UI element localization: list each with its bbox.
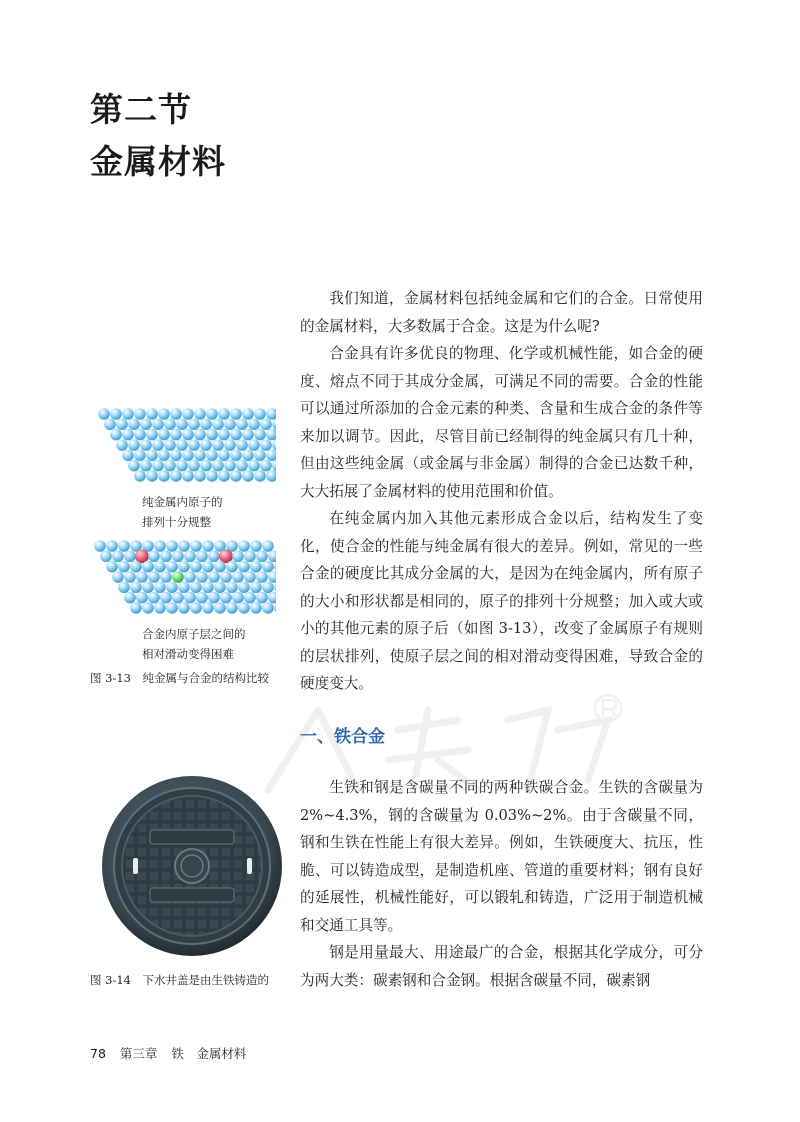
atom-blue (176, 460, 188, 472)
atom-blue (224, 419, 236, 431)
figure-3-13-caption: 图 3-13 纯金属与合金的结构比较 (90, 671, 269, 685)
atom-blue (244, 551, 256, 563)
atom-blue (266, 450, 276, 462)
atom-blue (206, 408, 218, 420)
atom-blue (100, 551, 112, 563)
atom-blue (212, 460, 224, 472)
atom-blue (254, 450, 266, 462)
atom-blue (104, 419, 116, 431)
atom-blue (238, 582, 250, 594)
atom-blue (218, 470, 230, 482)
atom-blue (128, 460, 140, 472)
atom-blue (230, 450, 242, 462)
atom-blue (166, 540, 178, 552)
atom-blue (272, 419, 276, 431)
atom-blue (202, 540, 214, 552)
atom-blue (196, 551, 208, 563)
atom-blue (170, 450, 182, 462)
atom-blue (166, 582, 178, 594)
atom-blue (134, 408, 146, 420)
atom-blue (250, 540, 262, 552)
footer-chapter: 第三章 (119, 1046, 158, 1061)
atom-blue (238, 540, 250, 552)
atom-blue (164, 419, 176, 431)
atom-blue (160, 571, 172, 583)
pure-metal-figure-label (142, 492, 262, 532)
atom-green (172, 571, 184, 583)
atom-blue (98, 408, 110, 420)
atom-blue (128, 419, 140, 431)
atom-blue (158, 470, 170, 482)
atom-blue (130, 602, 142, 614)
atom-blue (266, 408, 276, 420)
atom-blue (146, 429, 158, 441)
section-title: 金属材料 (90, 142, 226, 181)
atom-blue (106, 540, 118, 552)
atom-blue (134, 470, 146, 482)
paragraph: 生铁和钢是含碳量不同的两种铁碳合金。生铁的含碳量为 2%~4.3%，钢的含碳量为 0.03%~2%。由于含碳量不同，钢和生铁在性能上有很大差异。例如，生铁硬度大、抗压，性脆、可以铸造成型，是制造机座、管道的重要材料；钢有良好的延展性，机械性能好，可以锻轧和铸造，广泛用于制造机械和交通工具等。 (300, 779, 703, 934)
atom-blue (182, 450, 194, 462)
atom-blue (130, 561, 142, 573)
paragraph: 我们知道，金属材料包括纯金属和它们的合金。日常使用的金属材料，大多数属于合金。这是为什么呢? (300, 290, 703, 335)
atom-blue (248, 419, 260, 431)
alloy-lattice-figure (86, 538, 276, 618)
atom-blue (194, 429, 206, 441)
atom-blue (116, 439, 128, 451)
atom-blue (226, 561, 238, 573)
atom-blue (164, 460, 176, 472)
atom-blue (124, 571, 136, 583)
atom-blue (274, 582, 276, 594)
atom-blue (158, 429, 170, 441)
atom-blue (170, 470, 182, 482)
fig2-label-line2: 相对滑动变得困难 (142, 647, 234, 661)
atom-blue (262, 582, 274, 594)
atom-blue (242, 450, 254, 462)
atom-blue (230, 470, 242, 482)
atom-blue (110, 429, 122, 441)
atom-blue (178, 561, 190, 573)
atom-blue (206, 470, 218, 482)
atom-blue (260, 419, 272, 431)
figure-3-14-caption: 图 3-14 下水井盖是由生铁铸造的 (90, 973, 269, 987)
atom-blue (256, 592, 268, 604)
atom-blue (272, 460, 276, 472)
atom-blue (142, 602, 154, 614)
atom-blue (184, 571, 196, 583)
atom-blue (218, 429, 230, 441)
page-footer (90, 1044, 246, 1062)
atom-blue (170, 408, 182, 420)
atom-blue (140, 460, 152, 472)
paragraph: 钢是用量最大、用途最广的合金，根据其化学成分，可分为两大类：碳素钢和合金钢。根据含碳量不同，碳素钢 (300, 944, 703, 989)
atom-blue (160, 551, 172, 563)
paragraph: 合金具有许多优良的物理、化学或机械性能，如合金的硬度、熔点不同于其成分金属，可满足不同的需要。合金的性能可以通过所添加的合金元素的种类、含量和生成合金的条件等来加以调节。因此，尽管目前已经制得的纯金属只有几十种，但由这些纯金属（或金属与非金属）制得的合金已达数千种，大大拓展了金属材料的使用范围和价值。 (300, 345, 703, 500)
atom-blue (182, 408, 194, 420)
atom-blue (268, 571, 276, 583)
atom-blue (182, 429, 194, 441)
atom-blue (214, 582, 226, 594)
atom-blue (248, 460, 260, 472)
atom-blue (254, 470, 266, 482)
atom-blue (254, 429, 266, 441)
atom-blue (262, 602, 274, 614)
atom-blue (232, 571, 244, 583)
atom-blue (202, 582, 214, 594)
atom-blue (112, 571, 124, 583)
atom-blue (134, 450, 146, 462)
atom-blue (122, 429, 134, 441)
atom-blue (154, 540, 166, 552)
atom-blue (218, 408, 230, 420)
atom-blue (206, 429, 218, 441)
atom-blue (128, 439, 140, 451)
atom-blue (268, 551, 276, 563)
atom-blue (236, 460, 248, 472)
fig2-label-line1: 合金内原子层之间的 (142, 627, 246, 641)
atom-blue (194, 408, 206, 420)
section-number-title: 第二节 (90, 90, 192, 129)
atom-blue (256, 551, 268, 563)
atom-blue (106, 561, 118, 573)
atom-blue (268, 592, 276, 604)
atom-blue (130, 582, 142, 594)
atom-blue (158, 408, 170, 420)
atom-blue (224, 439, 236, 451)
atom-blue (254, 408, 266, 420)
section-heading-iron-alloy: 一、铁合金 (300, 727, 385, 747)
fig1-label-line2: 排列十分规整 (142, 515, 211, 529)
manhole-cover-image (100, 774, 285, 959)
atom-blue (200, 419, 212, 431)
atom-blue (250, 582, 262, 594)
atom-blue (250, 602, 262, 614)
atom-blue (214, 602, 226, 614)
atom-blue (178, 602, 190, 614)
atom-blue (224, 460, 236, 472)
alloy-figure-label (142, 624, 262, 664)
atom-blue (152, 460, 164, 472)
atom-blue (124, 551, 136, 563)
atom-blue (212, 439, 224, 451)
atom-blue (184, 592, 196, 604)
atom-blue (122, 450, 134, 462)
page-number: 78 (90, 1046, 106, 1061)
atom-blue (178, 540, 190, 552)
atom-blue (172, 592, 184, 604)
atom-blue (148, 592, 160, 604)
atom-blue (214, 561, 226, 573)
atom-blue (154, 561, 166, 573)
atom-blue (116, 419, 128, 431)
atom-blue (188, 419, 200, 431)
atom-blue (140, 419, 152, 431)
atom-blue (112, 551, 124, 563)
atom-blue (152, 439, 164, 451)
atom-blue (134, 429, 146, 441)
atom-blue (238, 602, 250, 614)
atom-blue (176, 439, 188, 451)
atom-blue (208, 592, 220, 604)
atom-blue (230, 408, 242, 420)
atom-blue (190, 540, 202, 552)
atom-blue (136, 592, 148, 604)
atom-blue (260, 439, 272, 451)
atom-blue (188, 460, 200, 472)
atom-blue (196, 592, 208, 604)
atom-blue (118, 561, 130, 573)
atom-blue (154, 602, 166, 614)
atom-blue (190, 602, 202, 614)
atom-blue (236, 439, 248, 451)
atom-blue (260, 460, 272, 472)
atom-blue (136, 571, 148, 583)
atom-blue (158, 450, 170, 462)
atom-blue (206, 450, 218, 462)
atom-blue (172, 551, 184, 563)
atom-blue (190, 561, 202, 573)
atom-blue (176, 419, 188, 431)
atom-blue (140, 439, 152, 451)
atom-blue (232, 551, 244, 563)
atom-blue (232, 592, 244, 604)
atom-blue (194, 470, 206, 482)
atom-blue (244, 571, 256, 583)
paragraph: 在纯金属内加入其他元素形成合金以后，结构发生了变化，使合金的性能与纯金属有很大的差异。例如，常见的一些合金的硬度比其成分金属的大，是因为在纯金属内，所有原子的大小和形状都是相同的，原子的排列十分规整；加入或大或小的其他元素的原子后（如图 3-13），改变了金属原子有规则的层状排列，使原子层之间的相对滑动变得困难，导致合金的硬度变大。 (300, 510, 703, 692)
atom-blue (274, 561, 276, 573)
atom-blue (188, 439, 200, 451)
atom-blue (208, 551, 220, 563)
atom-blue (194, 450, 206, 462)
atom-blue (272, 439, 276, 451)
atom-blue (118, 540, 130, 552)
atom-blue (226, 582, 238, 594)
atom-blue (148, 551, 160, 563)
atom-blue (242, 470, 254, 482)
atom-blue (220, 592, 232, 604)
atom-blue (242, 429, 254, 441)
atom-blue (236, 419, 248, 431)
atom-blue (166, 561, 178, 573)
atom-blue (110, 408, 122, 420)
atom-blue (152, 419, 164, 431)
body-text-block-b (300, 774, 703, 994)
atom-blue (178, 582, 190, 594)
atom-blue (190, 582, 202, 594)
atom-blue (202, 602, 214, 614)
atom-blue (142, 582, 154, 594)
atom-blue (170, 429, 182, 441)
atom-blue (184, 551, 196, 563)
atom-blue (122, 408, 134, 420)
atom-blue (242, 408, 254, 420)
atom-blue (220, 571, 232, 583)
atom-blue (166, 602, 178, 614)
atom-blue (244, 592, 256, 604)
atom-blue (148, 571, 160, 583)
atom-blue (208, 571, 220, 583)
atom-blue (274, 602, 276, 614)
atom-blue (124, 592, 136, 604)
atom-blue (196, 571, 208, 583)
atom-blue (226, 602, 238, 614)
pure-metal-lattice-figure (86, 406, 276, 488)
atom-blue (146, 470, 158, 482)
atom-blue (212, 419, 224, 431)
fig1-label-line1: 纯金属内原子的 (142, 495, 223, 509)
atom-blue (250, 561, 262, 573)
atom-blue (146, 408, 158, 420)
atom-blue (182, 470, 194, 482)
atom-blue (230, 429, 242, 441)
atom-blue (238, 561, 250, 573)
atom-blue (202, 561, 214, 573)
atom-blue (200, 439, 212, 451)
footer-chapter-title: 铁 金属材料 (171, 1046, 247, 1061)
atom-blue (266, 470, 276, 482)
atom-blue (94, 540, 106, 552)
atom-blue (262, 561, 274, 573)
atom-blue (256, 571, 268, 583)
atom-blue (118, 582, 130, 594)
atom-blue (262, 540, 274, 552)
atom-blue (218, 450, 230, 462)
atom-blue (248, 439, 260, 451)
atom-blue (266, 429, 276, 441)
atom-blue (164, 439, 176, 451)
atom-blue (142, 561, 154, 573)
atom-blue (160, 592, 172, 604)
body-text-block-a (300, 285, 703, 698)
atom-blue (146, 450, 158, 462)
atom-blue (154, 582, 166, 594)
atom-blue (200, 460, 212, 472)
